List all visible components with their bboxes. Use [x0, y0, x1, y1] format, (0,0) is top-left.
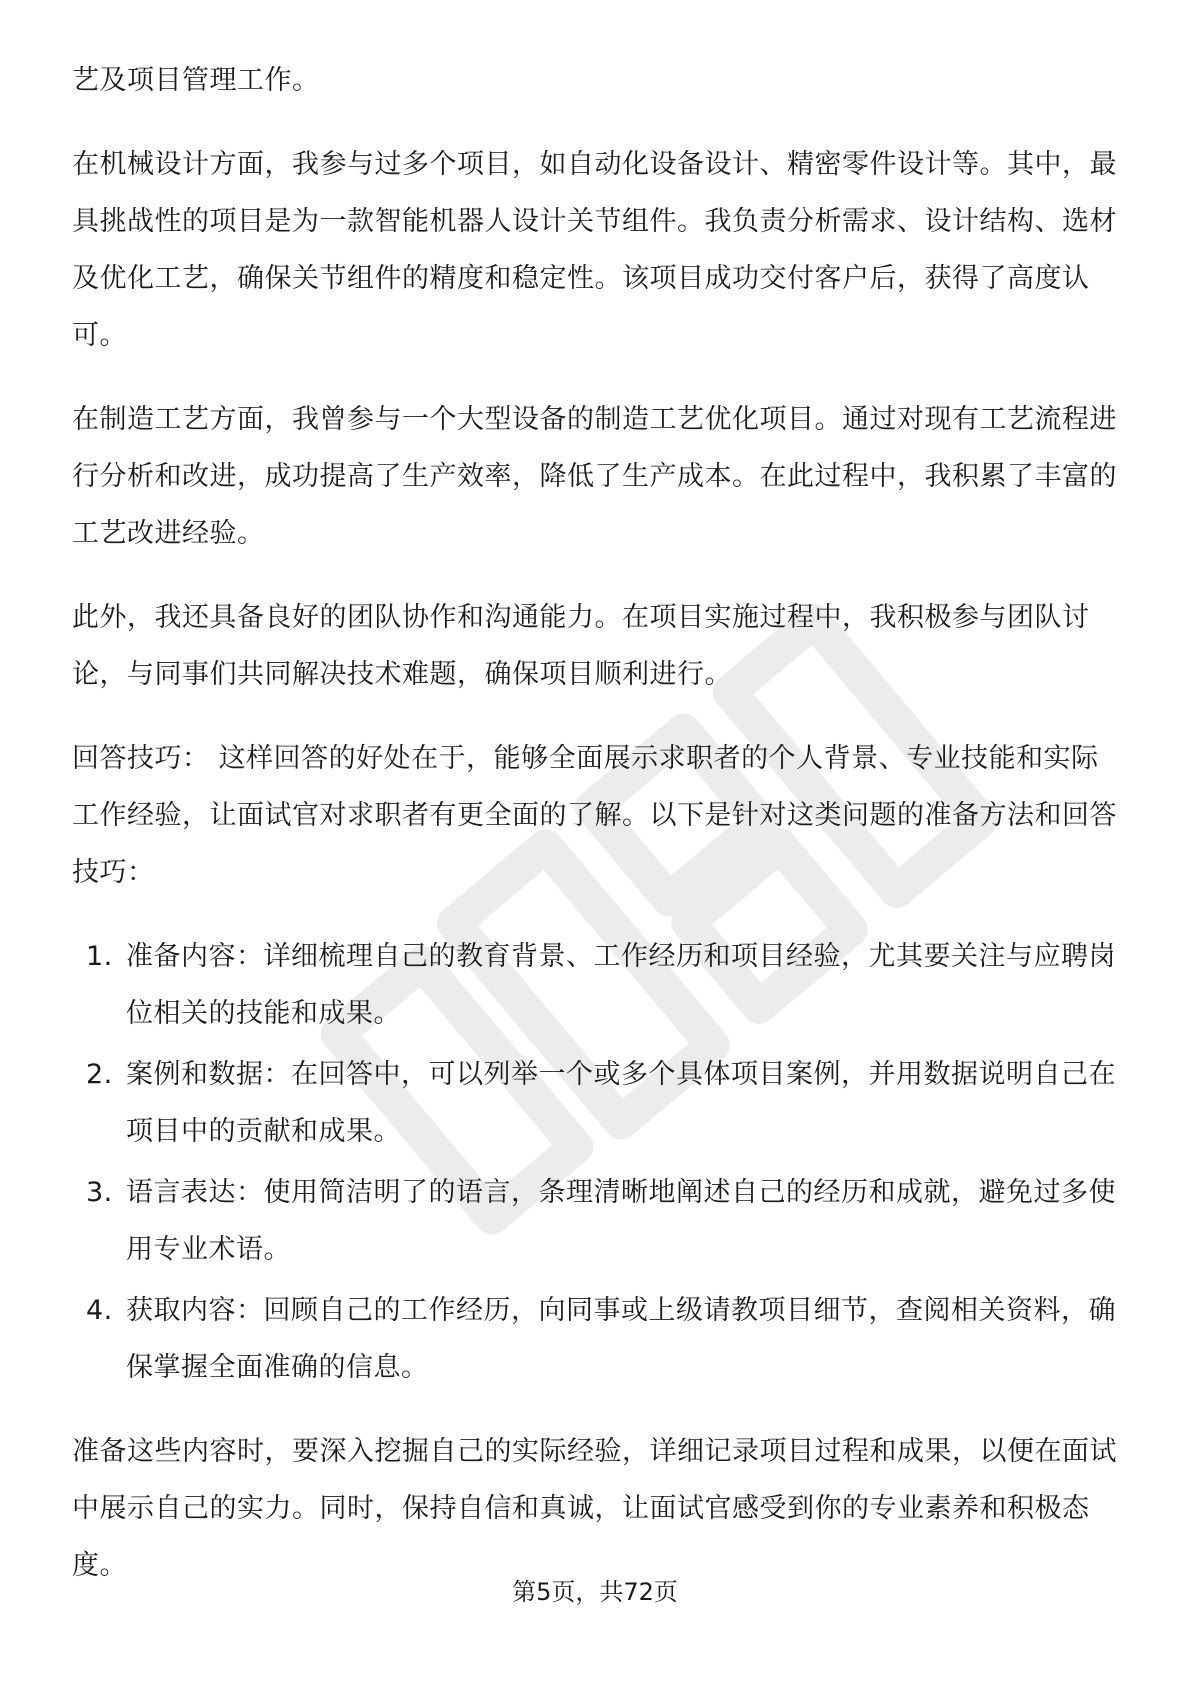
- paragraph-0: 艺及项目管理工作。: [72, 65, 320, 96]
- list-item-number: 3.: [86, 1177, 113, 1208]
- paragraph-answer-tips: 回答技巧： 这样回答的好处在于，能够全面展示求职者的个人背景、专业技能和实际工作经验，让面试官对求职者有更全面的了解。以下是针对这类问题的准备方法和回答技巧：: [72, 743, 1117, 888]
- list-item: [72, 1046, 1122, 1160]
- list-item: [72, 1164, 1122, 1278]
- list-item-number: 4.: [86, 1295, 113, 1326]
- paragraph-manufacturing-process: 在制造工艺方面，我曾参与一个大型设备的制造工艺优化项目。通过对现有工艺流程进行分析和改进，成功提高了生产效率，降低了生产成本。在此过程中，我积累了丰富的工艺改进经验。: [72, 404, 1117, 549]
- list-item-text: 案例和数据：在回答中，可以列举一个或多个具体项目案例，并用数据说明自己在项目中的贡献和成果。: [126, 1059, 1116, 1147]
- list-item-number: 1.: [86, 941, 113, 972]
- paragraph-mechanical-design: 在机械设计方面，我参与过多个项目，如自动化设备设计、精密零件设计等。其中，最具挑战性的项目是为一款智能机器人设计关节组件。我负责分析需求、设计结构、选材及优化工艺，确保关节组件的精度和稳定性。该项目成功交付客户后，获得了高度认可。: [72, 149, 1117, 351]
- paragraph-teamwork: 此外，我还具备良好的团队协作和沟通能力。在项目实施过程中，我积极参与团队讨论，与同事们共同解决技术难题，确保项目顺利进行。: [72, 602, 1090, 690]
- list-item: [72, 928, 1122, 1042]
- page-number: 第5页，共72页: [512, 1578, 678, 1606]
- list-item-number: 2.: [86, 1059, 113, 1090]
- list-item: [72, 1282, 1122, 1396]
- tips-list: [72, 928, 1122, 1396]
- list-item-text: 准备内容：详细梳理自己的教育背景、工作经历和项目经验，尤其要关注与应聘岗位相关的技能和成果。: [126, 941, 1116, 1029]
- list-item-text: 获取内容：回顾自己的工作经历，向同事或上级请教项目细节，查阅相关资料，确保掌握全面准确的信息。: [126, 1295, 1116, 1383]
- list-item-text: 语言表达：使用简洁明了的语言，条理清晰地阐述自己的经历和成就，避免过多使用专业术语。: [126, 1177, 1116, 1265]
- paragraph-conclusion: 准备这些内容时，要深入挖掘自己的实际经验，详细记录项目过程和成果，以便在面试中展示自己的实力。同时，保持自信和真诚，让面试官感受到你的专业素养和积极态度。: [72, 1436, 1117, 1581]
- document-body: [72, 52, 1122, 1621]
